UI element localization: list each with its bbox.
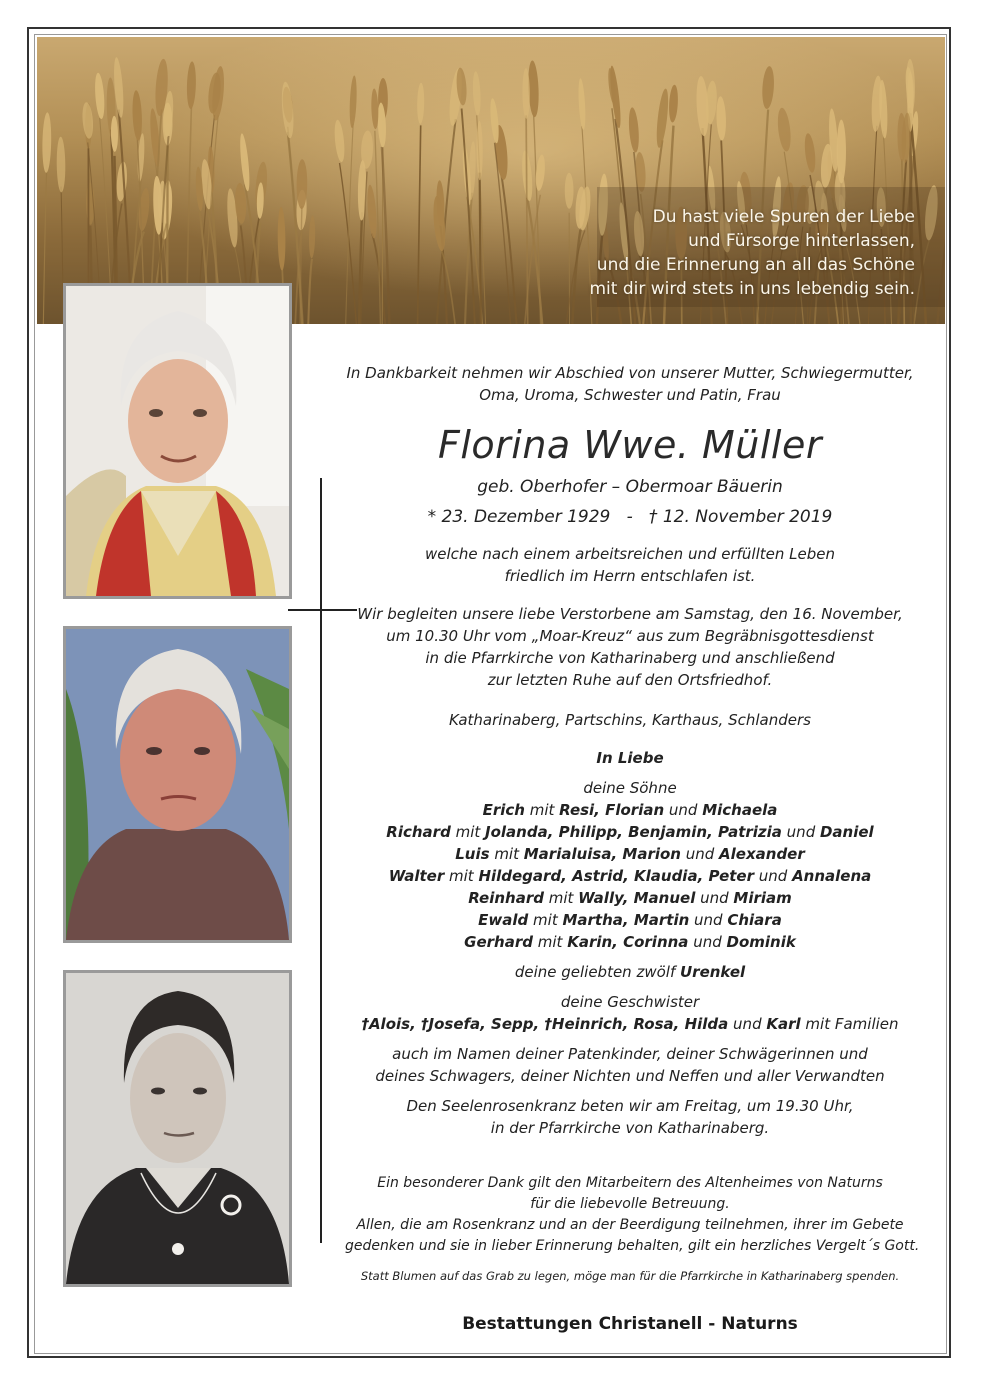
portrait-photo-young xyxy=(63,970,292,1287)
in-liebe-heading: In Liebe xyxy=(596,749,664,767)
donation-note xyxy=(345,1268,915,1284)
intro-text xyxy=(345,362,915,406)
thanks-line: für die liebevolle Betreuung. xyxy=(530,1196,730,1212)
donation-line: Statt Blumen auf das Grab zu legen, möge man für die Pfarrkirche in Katharinaberg spenden. xyxy=(360,1269,900,1283)
son-family-line: Richard mit Jolanda, Philipp, Benjamin, Patrizia und Daniel xyxy=(386,823,874,841)
rosary-line: in der Pfarrkirche von Katharinaberg. xyxy=(490,1119,770,1137)
rosary-line: Den Seelenrosenkranz beten wir am Freitag, um 19.30 Uhr, xyxy=(406,1097,854,1115)
siblings-label: deine Geschwister xyxy=(560,993,700,1011)
life-line: friedlich im Herrn entschlafen ist. xyxy=(504,567,756,585)
deceased-name: Florina Wwe. Müller xyxy=(438,423,822,467)
sons-list xyxy=(345,799,915,953)
maiden-name xyxy=(345,476,915,498)
siblings-line: †Alois, †Josefa, Sepp, †Heinrich, Rosa, Hilda und Karl mit Familien xyxy=(361,1015,899,1033)
funeral-line: Wir begleiten unsere liebe Verstorbene am Samstag, den 16. November, xyxy=(357,605,903,623)
quote-line: Du hast viele Spuren der Liebe xyxy=(652,207,915,227)
portrait-photo-middle-aged xyxy=(63,626,292,943)
son-family-line: Ewald mit Martha, Martin und Chiara xyxy=(478,911,782,929)
quote-line: und Fürsorge hinterlassen, xyxy=(688,231,915,251)
others-line: deines Schwagers, deiner Nichten und Neffen und aller Verwandten xyxy=(375,1067,885,1085)
son-family-line: Walter mit Hildegard, Astrid, Klaudia, Peter und Annalena xyxy=(388,867,872,885)
places-line: Katharinaberg, Partschins, Karthaus, Schlanders xyxy=(449,711,811,729)
family-section xyxy=(345,747,915,1139)
son-family-line: Reinhard mit Wally, Manuel und Miriam xyxy=(468,889,792,907)
memorial-cross-vertical xyxy=(320,478,322,1243)
places-text xyxy=(345,709,915,731)
memorial-quote xyxy=(589,205,915,301)
great-grandchildren-line: deine geliebten zwölf Urenkel xyxy=(514,963,746,981)
life-dates xyxy=(345,506,915,528)
life-line: welche nach einem arbeitsreichen und erfüllten Leben xyxy=(425,545,835,563)
thanks-line: Ein besonderer Dank gilt den Mitarbeitern des Altenheimes von Naturns xyxy=(377,1175,883,1191)
quote-line: mit dir wird stets in uns lebendig sein. xyxy=(589,279,915,299)
portrait-photo-elderly xyxy=(63,283,292,599)
dates-line: * 23. Dezember 1929 - † 12. November 2019 xyxy=(427,507,833,527)
wheat-field-image xyxy=(37,37,945,324)
sons-label: deine Söhne xyxy=(583,779,677,797)
quote-line: und die Erinnerung an all das Schöne xyxy=(596,255,915,275)
son-family-line: Erich mit Resi, Florian und Michaela xyxy=(482,801,778,819)
funeral-line: in die Pfarrkirche von Katharinaberg und anschließend xyxy=(425,649,835,667)
intro-line: In Dankbarkeit nehmen wir Abschied von unserer Mutter, Schwiegermutter, xyxy=(346,364,914,382)
thanks-line: Allen, die am Rosenkranz und an der Beerdigung teilnehmen, ihrer im Gebete xyxy=(356,1217,904,1233)
intro-line: Oma, Uroma, Schwester und Patin, Frau xyxy=(479,386,781,404)
son-family-line: Gerhard mit Karin, Corinna und Dominik xyxy=(464,933,796,951)
maiden-line: geb. Oberhofer – Obermoar Bäuerin xyxy=(477,477,783,497)
life-text xyxy=(345,543,915,587)
others-line: auch im Namen deiner Patenkinder, deiner Schwägerinnen und xyxy=(392,1045,868,1063)
thanks-text xyxy=(345,1173,920,1257)
funeral-text xyxy=(345,603,915,691)
son-family-line: Luis mit Marialuisa, Marion und Alexander xyxy=(455,845,805,863)
funeral-line: zur letzten Ruhe auf den Ortsfriedhof. xyxy=(487,671,773,689)
thanks-line: gedenken und sie in lieber Erinnerung behalten, gilt ein herzliches Vergelt´s Gott. xyxy=(345,1238,920,1254)
funeral-line: um 10.30 Uhr vom „Moar-Kreuz“ aus zum Begräbnisgottesdienst xyxy=(386,627,874,645)
funeral-home-footer: Bestattungen Christanell - Naturns xyxy=(462,1314,798,1334)
